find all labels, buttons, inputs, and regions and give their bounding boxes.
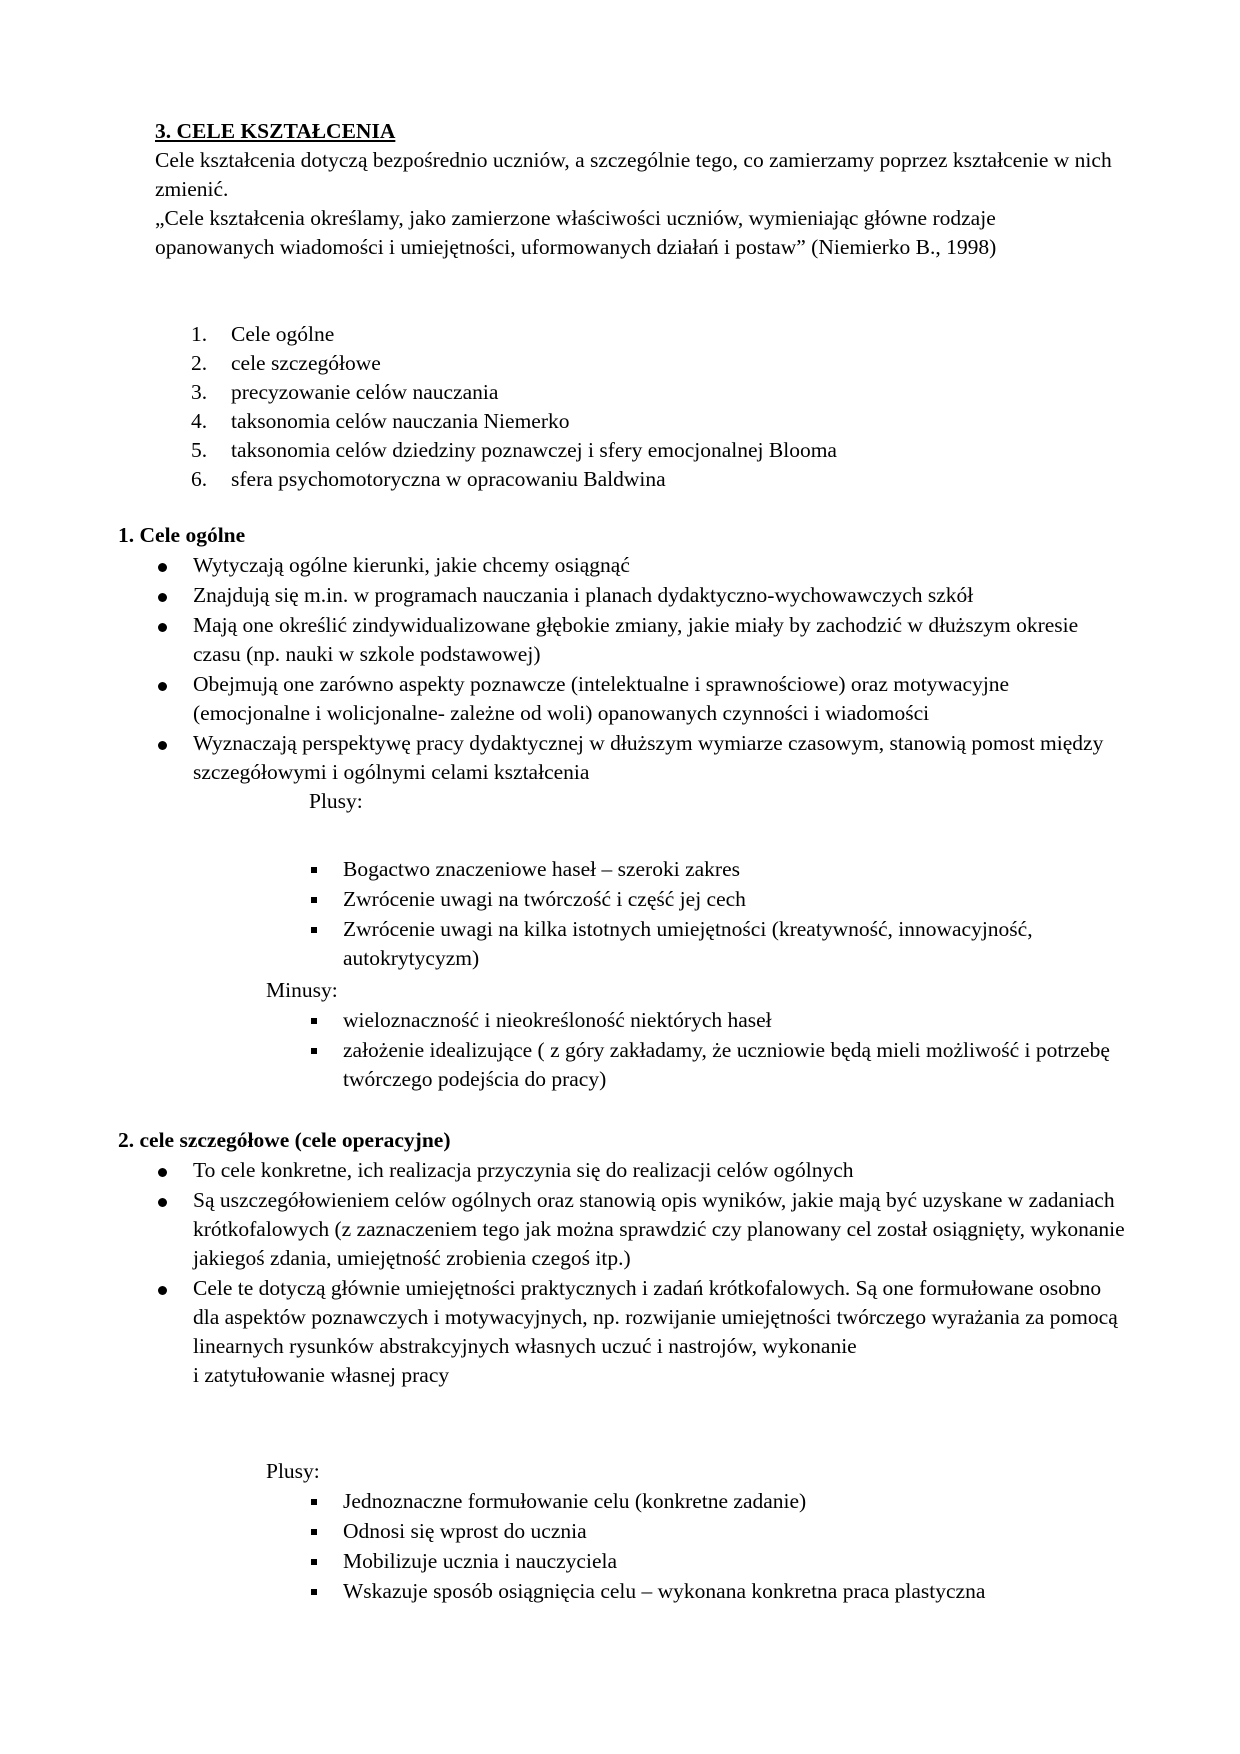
bullet-text: Są uszczegółowieniem celów ogólnych oraz stanowią opis wyników, jakie mają być uzyskane w zadaniach krótkofalowych (z zaznaczeniem tego jak można sprawdzić czy planowany cel został osiągnięty, wykonanie jakiegoś zdania, umiejętność zrobienia czegoś itp.) <box>193 1188 1125 1270</box>
plus-text: Wskazuje sposób osiągnięcia celu – wykonana konkretna praca plastyczna <box>343 1579 986 1603</box>
bullet-item <box>118 670 1128 728</box>
topic-item <box>155 378 837 407</box>
topic-text: sfera psychomotoryczna w opracowaniu Baldwina <box>231 467 666 491</box>
bullet-text: Wyznaczają perspektywę pracy dydaktycznej w dłuższym wymiarze czasowym, stanowią pomost między szczegółowymi i ogólnymi celami kształcenia <box>193 731 1104 784</box>
square-bullet-icon <box>311 867 317 873</box>
bullet-item <box>118 1186 1128 1273</box>
topic-number: 6. <box>191 467 208 491</box>
plus-text: Zwrócenie uwagi na kilka istotnych umiejętności (kreatywność, innowacyjność, autokrytycyzm) <box>343 917 1033 970</box>
plus-item <box>118 1547 1128 1576</box>
section-heading-cele-ogolne: 1. Cele ogólne <box>118 523 246 547</box>
topic-item <box>155 407 837 436</box>
bullet-text: Wytyczają ogólne kierunki, jakie chcemy osiągnąć <box>193 553 630 577</box>
bullet-dot-icon <box>158 1198 167 1207</box>
plus-text: Bogactwo znaczeniowe haseł – szeroki zakres <box>343 857 740 881</box>
bullet-item <box>118 729 1128 816</box>
square-bullet-icon <box>311 1529 317 1535</box>
square-bullet-icon <box>311 1589 317 1595</box>
bullet-text: Mają one określić zindywidualizowane głębokie zmiany, jakie miały by zachodzić w dłuższym okresie czasu (np. nauki w szkole podstawowej) <box>193 613 1079 666</box>
section1-plus-list <box>118 855 1128 974</box>
minus-item <box>118 1036 1128 1094</box>
intro-paragraph-1: Cele kształcenia dotyczą bezpośrednio uczniów, a szczególnie tego, co zamierzamy poprzez kształcenie w nich zmienić. <box>155 148 1112 201</box>
bullet-dot-icon <box>158 682 167 691</box>
bullet-dot-icon <box>158 1286 167 1295</box>
section1-bullet-list <box>118 551 1128 817</box>
bullet-dot-icon <box>158 563 167 572</box>
square-bullet-icon <box>311 1559 317 1565</box>
section-heading-cele-szczegolowe: 2. cele szczegółowe (cele operacyjne) <box>118 1128 451 1152</box>
square-bullet-icon <box>311 897 317 903</box>
section2-plus-list <box>118 1487 1128 1607</box>
bullet-item <box>118 551 1128 580</box>
plus-item <box>118 1487 1128 1516</box>
bullet-text: Obejmują one zarówno aspekty poznawcze (intelektualne i sprawnościowe) oraz motywacyjne (emocjonalne i wolicjonalne- zależne od woli) opanowanych czynności i wiadomości <box>193 672 1010 725</box>
plus-text: Jednoznaczne formułowanie celu (konkretne zadanie) <box>343 1489 807 1513</box>
square-bullet-icon <box>311 1018 317 1024</box>
topics-list <box>155 320 837 494</box>
square-bullet-icon <box>311 927 317 933</box>
section1-minus-list <box>118 1006 1128 1095</box>
bullet-item <box>118 1274 1128 1390</box>
square-bullet-icon <box>311 1499 317 1505</box>
topic-number: 5. <box>191 438 208 462</box>
plus-item <box>118 885 1128 914</box>
topic-item <box>155 465 837 494</box>
plus-label: Plusy: <box>309 789 363 813</box>
topic-text: Cele ogólne <box>231 322 335 346</box>
plus-item <box>118 1577 1128 1606</box>
bullet-text: Znajdują się m.in. w programach nauczania i planach dydaktyczno-wychowawczych szkół <box>193 583 974 607</box>
minus-item <box>118 1006 1128 1035</box>
bullet-item <box>118 581 1128 610</box>
plus-text: Odnosi się wprost do ucznia <box>343 1519 587 1543</box>
minus-label: Minusy: <box>266 978 338 1002</box>
topic-item <box>155 320 837 349</box>
intro-paragraph-2: „Cele kształcenia określamy, jako zamierzone właściwości uczniów, wymieniając główne rodzaje opanowanych wiadomości i umiejętności, uformowanych działań i postaw” (Niemierko B., 1998) <box>155 206 997 259</box>
topic-text: cele szczegółowe <box>231 351 381 375</box>
topic-text: taksonomia celów nauczania Niemerko <box>231 409 570 433</box>
bullet-dot-icon <box>158 593 167 602</box>
topic-number: 3. <box>191 380 208 404</box>
bullet-continuation-text: i zatytułowanie własnej pracy <box>193 1363 450 1387</box>
plus-text: Mobilizuje ucznia i nauczyciela <box>343 1549 617 1573</box>
bullet-item <box>118 611 1128 669</box>
topic-number: 4. <box>191 409 208 433</box>
bullet-item <box>118 1156 1128 1185</box>
plus-text: Zwrócenie uwagi na twórczość i część jej cech <box>343 887 746 911</box>
bullet-dot-icon <box>158 1168 167 1177</box>
topic-number: 2. <box>191 351 208 375</box>
topic-number: 1. <box>191 322 208 346</box>
plus-item <box>118 855 1128 884</box>
bullet-text: Cele te dotyczą głównie umiejętności praktycznych i zadań krótkofalowych. Są one formułowane osobno dla aspektów poznawczych i motywacyjnych, np. rozwijanie umiejętności twórczego wyrażania za pomocą linearnych rysunków abstrakcyjnych własnych uczuć i nastrojów, wykonanie <box>193 1276 1118 1358</box>
topic-text: precyzowanie celów nauczania <box>231 380 499 404</box>
plus-item <box>118 915 1128 973</box>
plus-item <box>118 1517 1128 1546</box>
bullet-text: To cele konkretne, ich realizacja przyczynia się do realizacji celów ogólnych <box>193 1158 854 1182</box>
minus-text: założenie idealizujące ( z góry zakładamy, że uczniowie będą mieli możliwość i potrzebę twórczego podejścia do pracy) <box>343 1038 1110 1091</box>
square-bullet-icon <box>311 1048 317 1054</box>
minus-text: wieloznaczność i nieokreśloność niektórych haseł <box>343 1008 772 1032</box>
topic-text: taksonomia celów dziedziny poznawczej i sfery emocjonalnej Blooma <box>231 438 837 462</box>
intro-block <box>155 146 1115 262</box>
document-title: 3. CELE KSZTAŁCENIA <box>155 119 396 143</box>
section2-bullet-list <box>118 1156 1128 1391</box>
topic-item <box>155 349 837 378</box>
topic-item <box>155 436 837 465</box>
plus-label-2: Plusy: <box>266 1459 320 1483</box>
bullet-dot-icon <box>158 623 167 632</box>
bullet-dot-icon <box>158 741 167 750</box>
